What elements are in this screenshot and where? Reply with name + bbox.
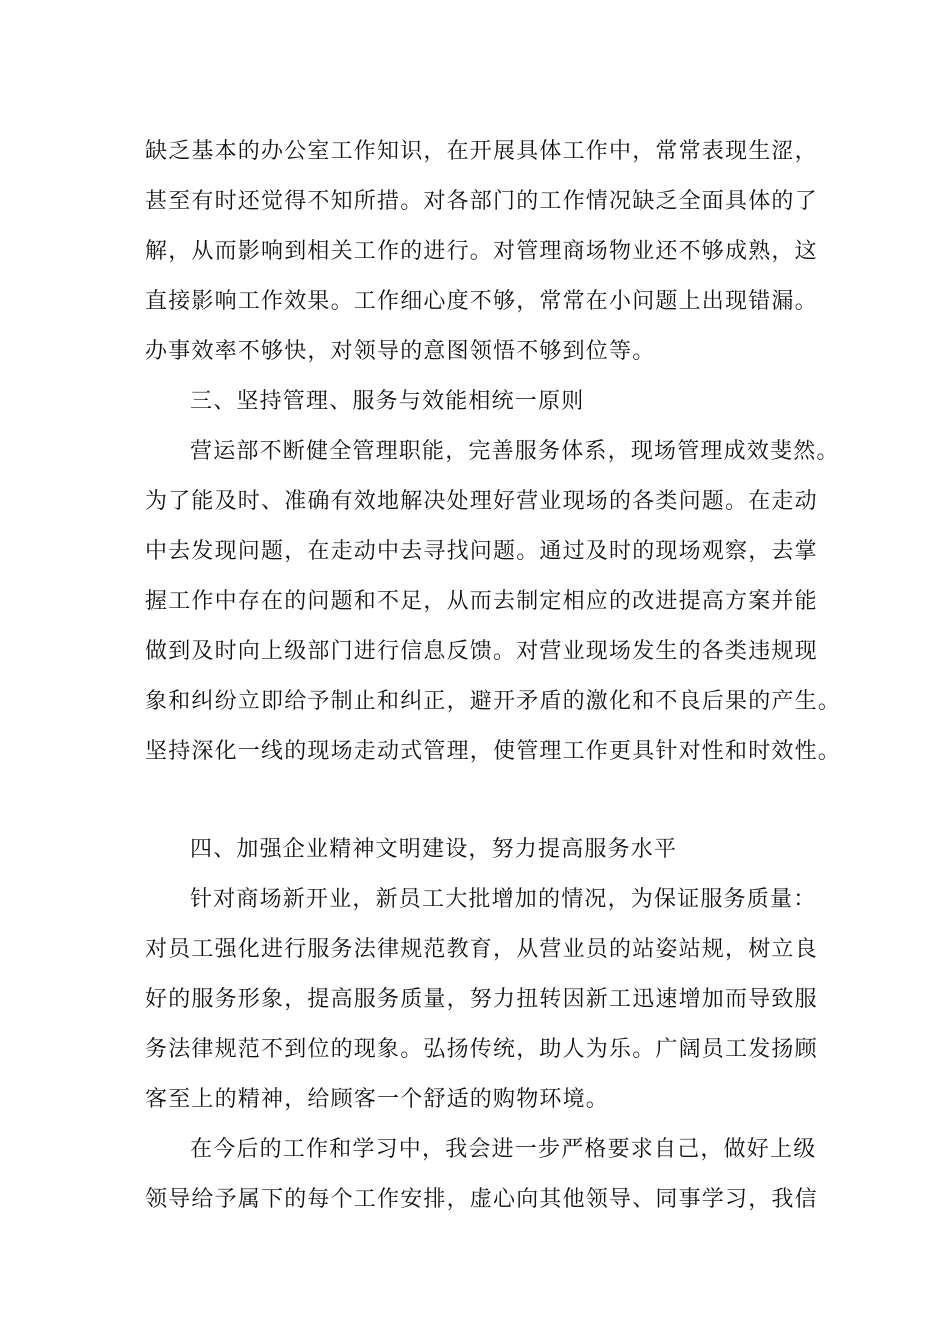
body-text-line: 办事效率不够快，对领导的意图领悟不够到位等。	[145, 339, 656, 364]
body-text-line: 握工作中存在的问题和不足，从而去制定相应的改进提高方案并能	[145, 589, 818, 614]
body-text-line: 务法律规范不到位的现象。弘扬传统，助人为乐。广阔员工发扬顾	[145, 1037, 818, 1062]
section-heading: 四、加强企业精神文明建设，努力提高服务水平	[190, 837, 678, 862]
body-text-line: 解，从而影响到相关工作的进行。对管理商场物业还不够成熟，这	[145, 239, 818, 264]
body-text-line: 甚至有时还觉得不知所措。对各部门的工作情况缺乏全面具体的了	[145, 189, 818, 214]
body-text-line: 缺乏基本的办公室工作知识，在开展具体工作中，常常表现生涩，	[145, 139, 818, 164]
body-text-line: 象和纠纷立即给予制止和纠正，避开矛盾的激化和不良后果的产生。	[145, 689, 842, 714]
body-text-line: 好的服务形象，提高服务质量，努力扭转因新工迅速增加而导致服	[145, 987, 818, 1012]
body-text-line: 对员工强化进行服务法律规范教育，从营业员的站姿站规，树立良	[145, 937, 818, 962]
paragraph-first-line: 在今后的工作和学习中，我会进一步严格要求自己，做好上级	[190, 1137, 817, 1162]
body-text-line: 坚持深化一线的现场走动式管理，使管理工作更具针对性和时效性。	[145, 739, 842, 764]
body-text-line: 客至上的精神，给顾客一个舒适的购物环境。	[145, 1087, 610, 1112]
paragraph-first-line: 营运部不断健全管理职能，完善服务体系，现场管理成效斐然。	[190, 439, 840, 464]
body-text-line: 直接影响工作效果。工作细心度不够，常常在小问题上出现错漏。	[145, 289, 818, 314]
body-text-line: 为了能及时、准确有效地解决处理好营业现场的各类问题。在走动	[145, 489, 818, 514]
body-text-line: 领导给予属下的每个工作安排，虚心向其他领导、同事学习，我信	[145, 1187, 818, 1212]
paragraph-first-line: 针对商场新开业，新员工大批增加的情况，为保证服务质量：	[190, 887, 817, 912]
section-heading: 三、坚持管理、服务与效能相统一原则	[190, 389, 585, 414]
body-text-line: 中去发现问题，在走动中去寻找问题。通过及时的现场观察，去掌	[145, 539, 818, 564]
body-text-line: 做到及时向上级部门进行信息反馈。对营业现场发生的各类违规现	[145, 639, 818, 664]
